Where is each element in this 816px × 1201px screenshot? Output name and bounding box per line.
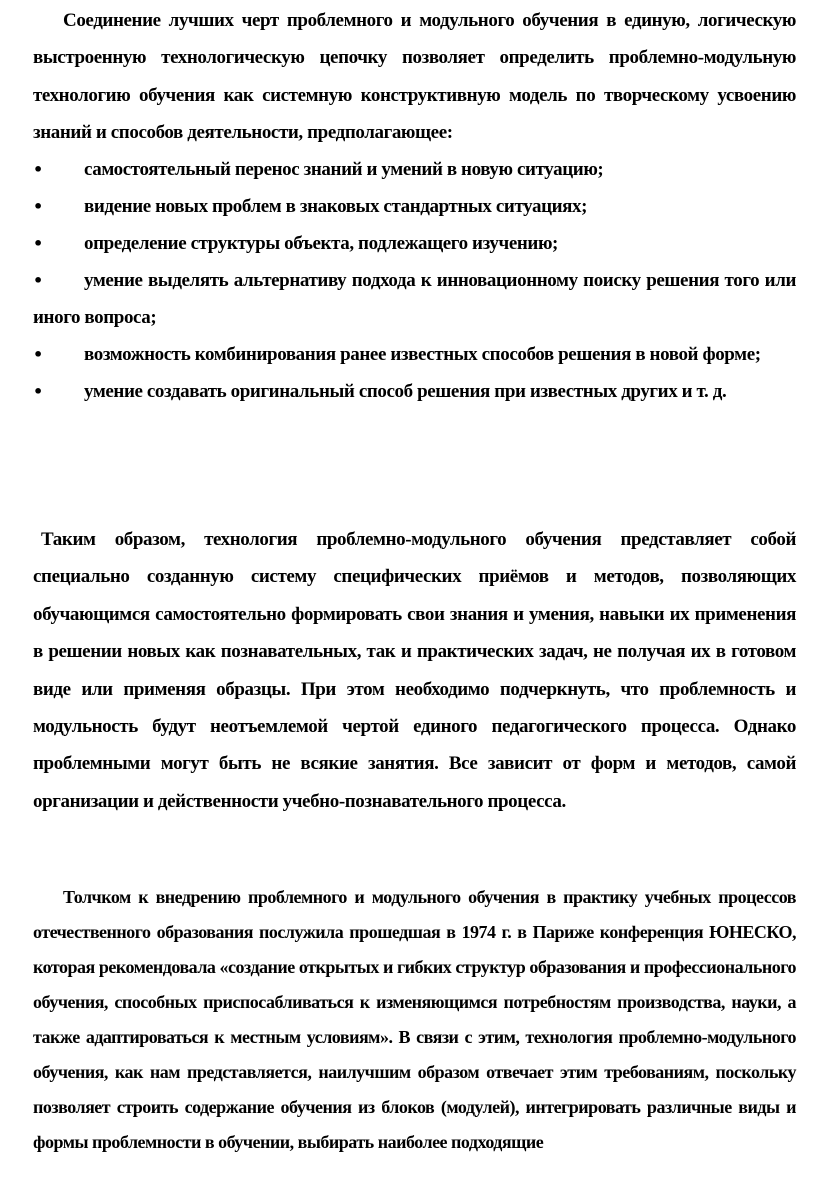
bullet-icon: • [33,234,43,253]
list-item [33,225,796,262]
bullet-list [33,151,796,410]
history-paragraph: Толчком к внедрению проблемного и модульного обучения в практику учебных процессов отечественного образования послужила прошедшая в 1974 г. в Париже конференция ЮНЕСКО, которая рекомендовала «создание открытых и гибких структур образования и профессионального обучения, способных приспосабливаться к изменяющимся потребностям производства, науки, а также адаптироваться к местным условиям». В связи с этим, технология проблемно-модульного обучения, как нам представляется, наилучшим образом отвечает этим требованиям, поскольку позволяет строить содержание обучения из блоков (модулей), интегрировать различные виды и формы проблемности в обучении, выбирать наиболее подходящие [33,887,796,1152]
bullet-icon: • [33,160,43,179]
bullet-icon: • [33,345,43,364]
list-item-text: видение новых проблем в знаковых стандартных ситуациях; [84,196,588,217]
list-item [33,373,796,410]
list-item [33,262,796,336]
intro-paragraph: Соединение лучших черт проблемного и модульного обучения в единую, логическую выстроенную технологическую цепочку позволяет определить проблемно-модульную технологию обучения как системную конструктивную модель по творческому усвоению знаний и способов деятельности, предполагающее: [33,10,796,144]
list-item [33,188,796,225]
list-item-text: возможность комбинирования ранее известных способов решения в новой форме; [84,344,761,365]
list-item-text: самостоятельный перенос знаний и умений в новую ситуацию; [84,159,604,180]
list-item-text: умение выделять альтернативу подхода к инновационному поиску решения того или иного вопроса; [33,270,796,328]
list-item-text: умение создавать оригинальный способ решения при известных других и т. д. [84,381,727,402]
list-item-text: определение структуры объекта, подлежащего изучению; [84,233,558,254]
bullet-icon: • [33,382,43,401]
bullet-icon: • [33,271,43,290]
list-item [33,151,796,188]
list-item [33,336,796,373]
conclusion-paragraph: Таким образом, технология проблемно-модульного обучения представляет собой специально созданную систему специфических приёмов и методов, позволяющих обучающимся самостоятельно формировать свои знания и умения, навыки их применения в решении новых как познавательных, так и практических задач, не получая их в готовом виде или применяя образцы. При этом необходимо подчеркнуть, что проблемность и модульность будут неотъемлемой чертой единого педагогического процесса. Однако проблемными могут быть не всякие занятия. Все зависит от форм и методов, самой организации и действенности учебно-познавательного процесса. [33,529,796,812]
bullet-icon: • [33,197,43,216]
